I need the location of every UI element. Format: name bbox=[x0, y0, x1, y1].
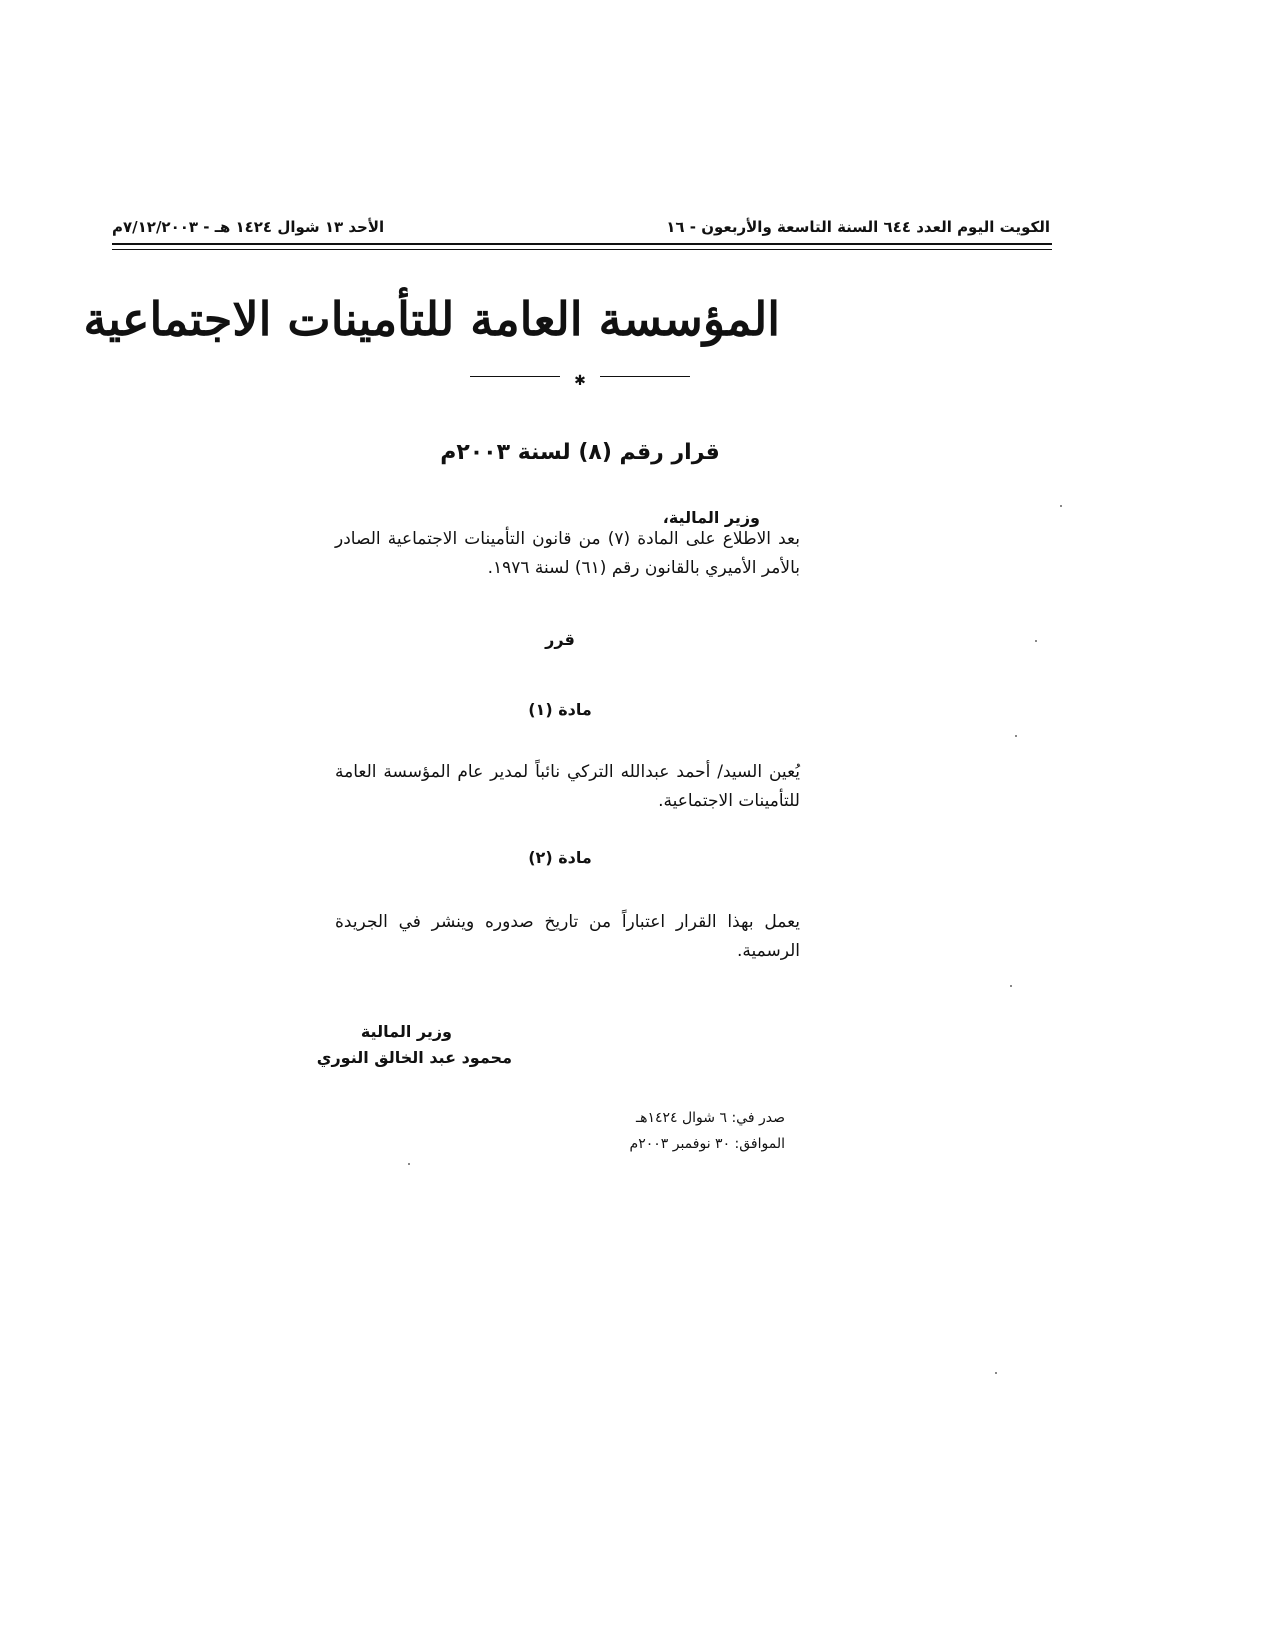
article-2-heading: مادة (٢) bbox=[528, 848, 592, 867]
masthead-ornament bbox=[470, 370, 690, 389]
signature-name: محمود عبد الخالق النوري bbox=[316, 1048, 512, 1067]
article-2-text: يعمل بهذا القرار اعتباراً من تاريخ صدوره وينشر في الجريدة الرسمية. bbox=[335, 912, 800, 961]
minister-intro: وزير المالية، bbox=[662, 508, 760, 527]
scan-speck bbox=[1015, 735, 1017, 737]
issued-gregorian-date: الموافق: ٣٠ نوفمبر ٢٠٠٣م bbox=[629, 1136, 785, 1152]
article-1-heading: مادة (١) bbox=[528, 700, 592, 719]
ornament-line-left bbox=[470, 376, 560, 377]
header-rule bbox=[112, 243, 1052, 250]
header-date: الأحد ١٣ شوال ١٤٢٤ هـ - ٧/١٢/٢٠٠٣م bbox=[112, 218, 385, 236]
scan-speck bbox=[408, 1163, 410, 1165]
ornament-line-right bbox=[600, 376, 690, 377]
institution-masthead: المؤسسة العامة للتأمينات الاجتماعية bbox=[83, 292, 780, 346]
signature-title: وزير المالية bbox=[360, 1022, 452, 1041]
decision-title: قرار رقم (٨) لسنة ٢٠٠٣م bbox=[440, 440, 720, 465]
decided-heading: قرر bbox=[545, 630, 575, 649]
scan-speck bbox=[995, 1372, 997, 1374]
scan-speck bbox=[1060, 505, 1062, 507]
article-1-text: يُعين السيد/ أحمد عبدالله التركي نائباً لمدير عام المؤسسة العامة للتأمينات الاجتماعية. bbox=[335, 762, 800, 811]
scan-speck bbox=[1035, 640, 1037, 642]
star-icon: ✱ bbox=[574, 373, 586, 389]
header-issue-info: الكويت اليوم العدد ٦٤٤ السنة التاسعة والأربعون - ١٦ bbox=[666, 218, 1050, 236]
preamble-text: بعد الاطلاع على المادة (٧) من قانون التأمينات الاجتماعية الصادر بالأمر الأميري بالقانون رقم (٦١) لسنة ١٩٧٦. bbox=[335, 529, 800, 578]
scan-speck bbox=[1010, 985, 1012, 987]
issued-hijri-date: صدر في: ٦ شوال ١٤٢٤هـ bbox=[635, 1110, 785, 1126]
